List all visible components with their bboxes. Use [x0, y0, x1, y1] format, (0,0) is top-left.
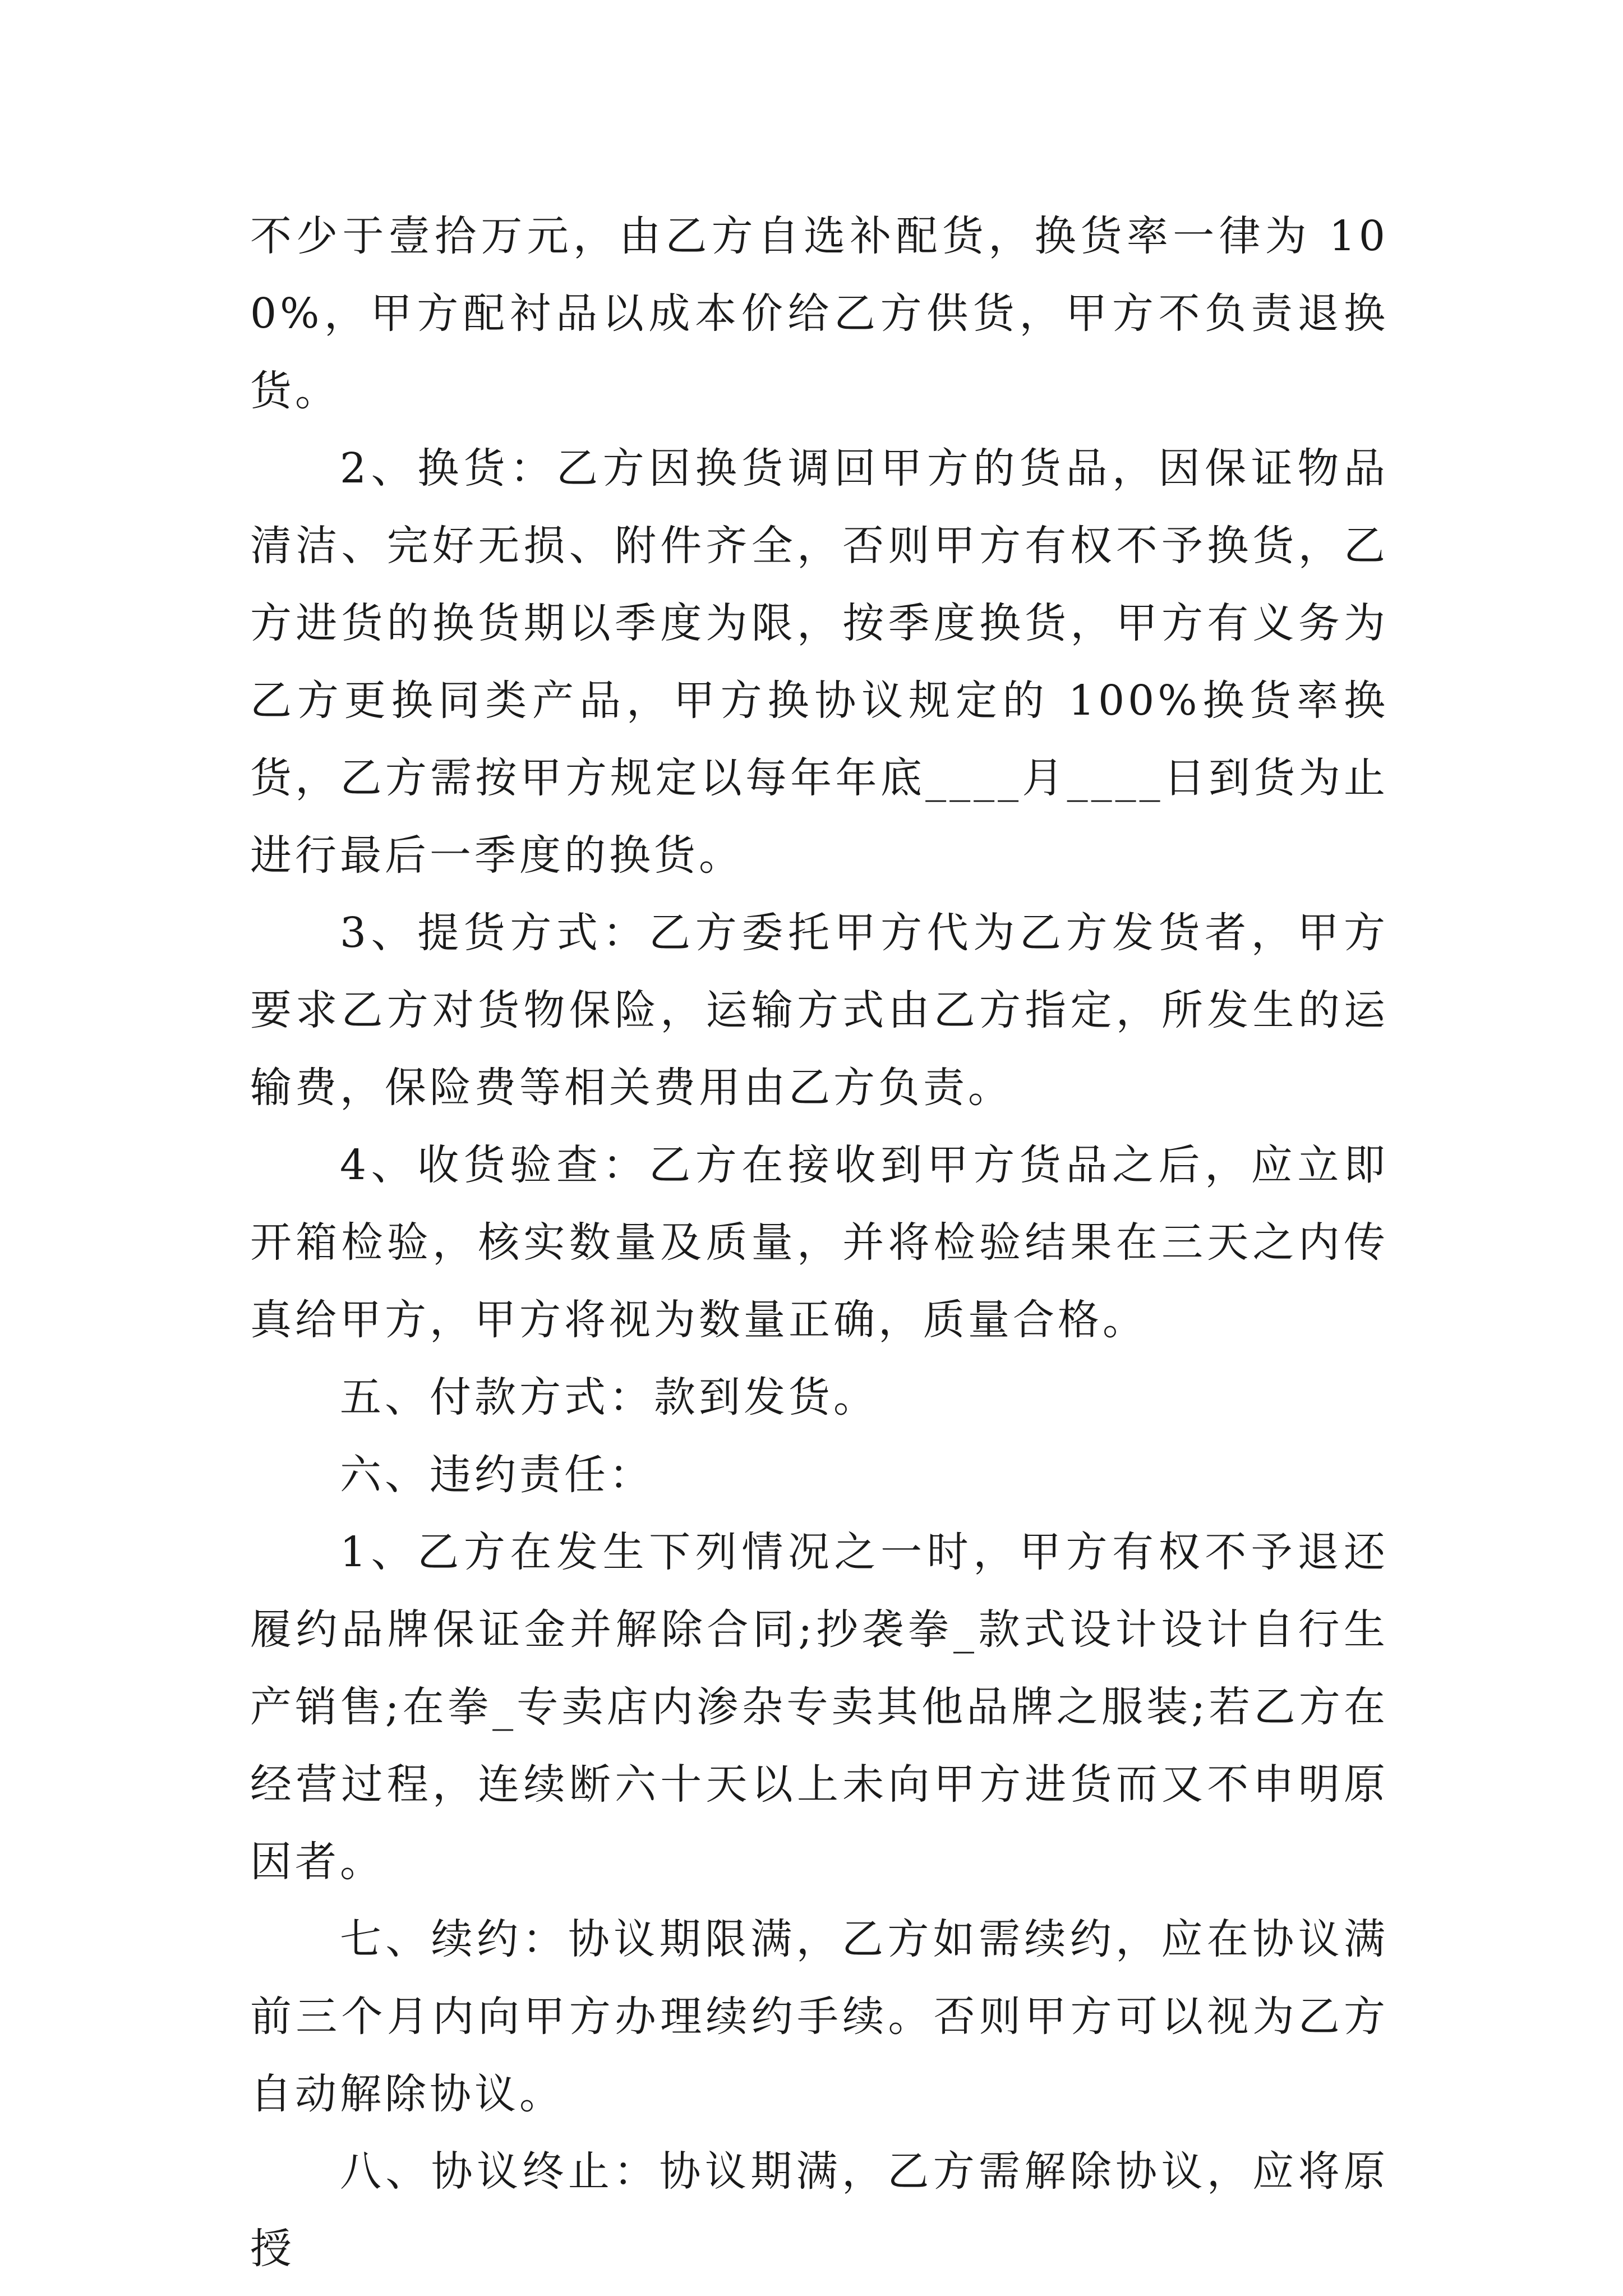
paragraph-breach-heading: 六、违约责任：: [340, 1451, 654, 1499]
paragraph-breach-item-1: 1、乙方在发生下列情况之一时，甲方有权不予退还履约品牌保证金并解除合同;抄袭拳_款式设计设计自行生产销售;在拳_专卖店内渗杂专卖其他品牌之服装;若乙方在经营过程，连续断六十天以上未向甲方进货而又不申明原因者。: [250, 1528, 1389, 1886]
paragraph-payment-method: 五、付款方式：款到发货。: [340, 1373, 878, 1421]
paragraph-receipt-inspection: 4、收货验查：乙方在接收到甲方货品之后，应立即开箱检验，核实数量及质量，并将检验结果在三天之内传真给甲方，甲方将视为数量正确，质量合格。: [250, 1141, 1389, 1344]
paragraph-renewal: 七、续约：协议期限满，乙方如需续约，应在协议满前三个月内向甲方办理续约手续。否则甲方可以视为乙方自动解除协议。: [250, 1915, 1389, 2118]
paragraph-continuation: 不少于壹拾万元，由乙方自选补配货，换货率一律为 100%，甲方配衬品以成本价给乙方供货，甲方不负责退换货。: [250, 212, 1389, 415]
paragraph-pickup-method: 3、提货方式：乙方委托甲方代为乙方发货者，甲方要求乙方对货物保险，运输方式由乙方指定，所发生的运输费，保险费等相关费用由乙方负责。: [250, 909, 1389, 1112]
document-body: [250, 197, 1389, 2288]
paragraph-termination: 八、协议终止：协议期满，乙方需解除协议，应将原授: [250, 2147, 1389, 2273]
paragraph-exchange: 2、换货：乙方因换货调回甲方的货品，因保证物品清洁、完好无损、附件齐全，否则甲方有权不予换货，乙方进货的换货期以季度为限，按季度换货，甲方有义务为乙方更换同类产品，甲方换协议规定的 100%换货率换货，乙方需按甲方规定以每年年底____月____日到货为止进行最后一季度的换货。: [250, 444, 1389, 880]
